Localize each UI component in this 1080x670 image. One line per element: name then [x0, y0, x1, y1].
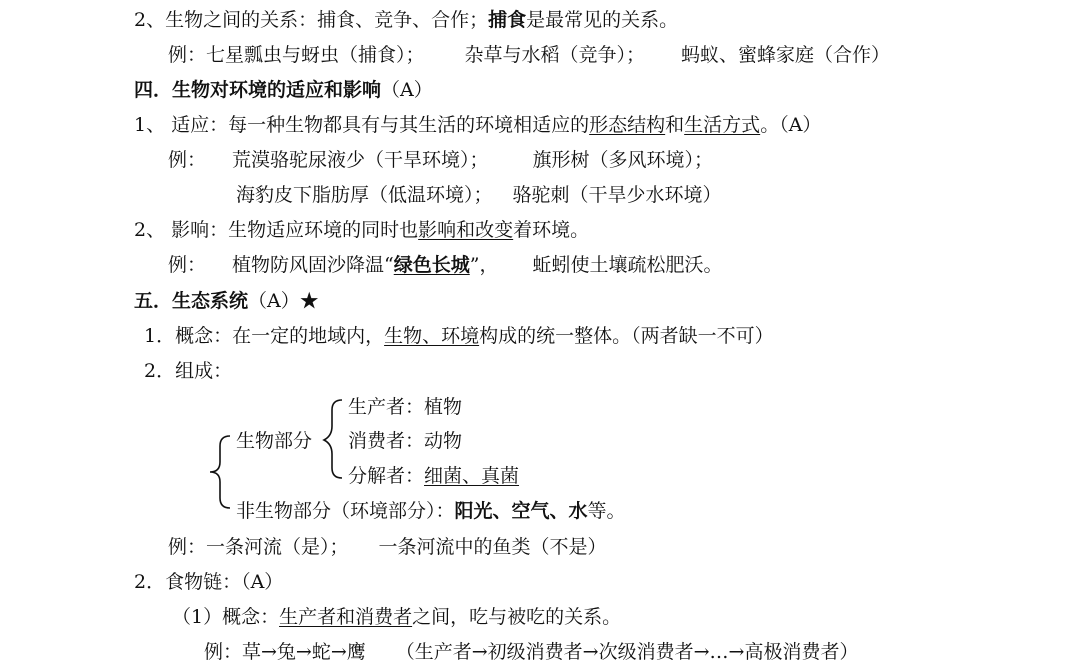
food-chain-example: 例：草→兔→蛇→鹰 （生产者→初级消费者→次级消费者→…→高极消费者）	[204, 641, 859, 663]
ecosystem-composition: 2．组成：	[144, 360, 233, 382]
ecosystem-examples: 例：一条河流（是）； 一条河流中的鱼类（不是）	[168, 536, 607, 558]
ecosystem-concept: 1．概念：在一定的地域内，生物、环境构成的统一整体。（两者缺一不可）	[144, 325, 774, 347]
adaptation-line: 1、 适应：每一种生物都具有与其生活的环境相适应的形态结构和生活方式。（A）	[134, 114, 822, 136]
relation-line: 2、生物之间的关系：捕食、竞争、合作；捕食是最常见的关系。	[134, 9, 679, 31]
abiotic-part: 非生物部分（环境部分）：阳光、空气、水等。	[236, 500, 626, 522]
decomposer-line: 分解者：细菌、真菌	[348, 465, 520, 487]
bold-predation: 捕食	[488, 9, 527, 31]
influence-line: 2、 影响：生物适应环境的同时也影响和改变着环境。	[134, 219, 590, 241]
food-chain-concept: （1）概念：生产者和消费者之间，吃与被吃的关系。	[172, 606, 622, 628]
relation-examples: 例：七星瓢虫与蚜虫（捕食）； 杂草与水稻（竞争）； 蚂蚁、蜜蜂家庭（合作）	[168, 44, 891, 66]
food-chain-heading: 2．食物链：（A）	[134, 571, 284, 593]
producer-line: 生产者：植物	[348, 396, 463, 418]
outer-brace	[200, 392, 240, 522]
biotic-part: 生物部分	[236, 430, 313, 452]
inner-brace	[318, 394, 348, 484]
influence-examples: 例： 植物防风固沙降温“绿色长城”， 蚯蚓使土壤疏松肥沃。	[168, 254, 723, 276]
green-great-wall: 绿色长城	[393, 254, 470, 276]
consumer-line: 消费者：动物	[348, 430, 463, 452]
section5-heading: 五．生态系统（A）★	[134, 290, 319, 312]
adaptation-examples-1: 例： 荒漠骆驼尿液少（干旱环境）； 旗形树（多风环境）；	[168, 149, 714, 171]
adaptation-examples-2: 海豹皮下脂肪厚（低温环境）； 骆驼刺（干旱少水环境）	[236, 184, 722, 206]
section4-heading: 四．生物对环境的适应和影响（A）	[134, 79, 433, 101]
